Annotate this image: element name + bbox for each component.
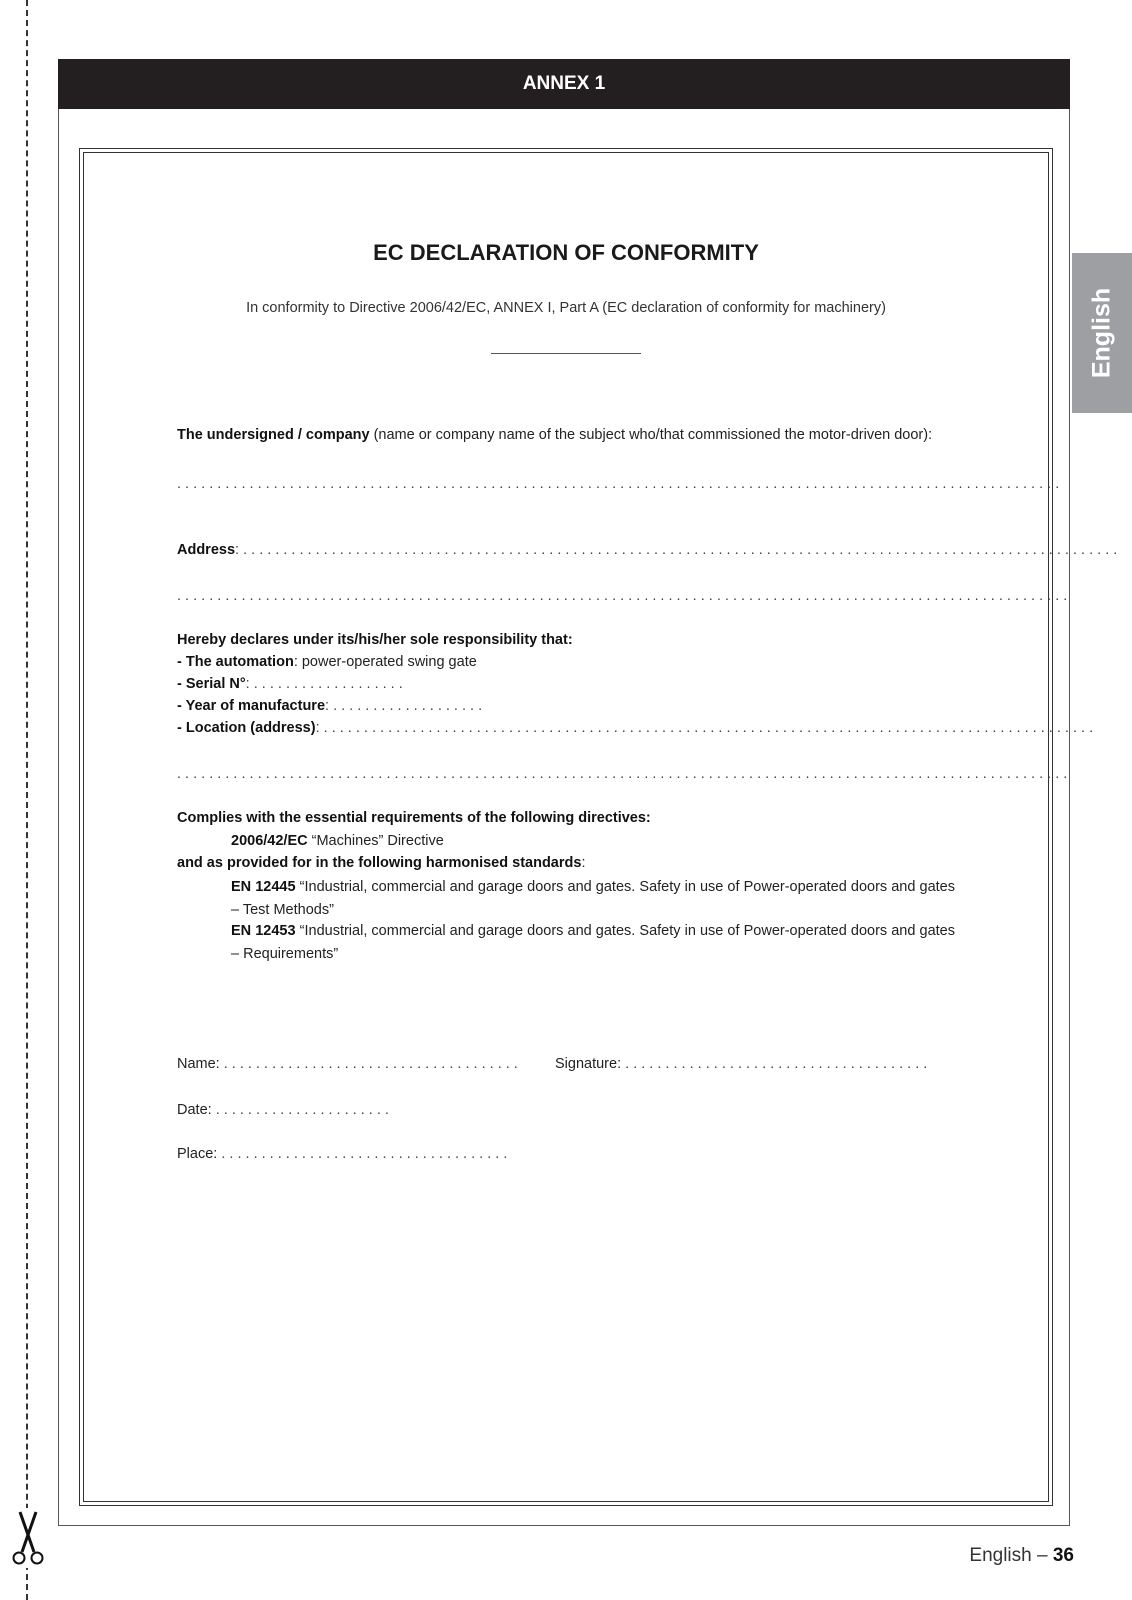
year-line: - Year of manufacture: . . . . . . . . . . . . . . . . . . . xyxy=(177,698,483,714)
name-line: Name: . . . . . . . . . . . . . . . . . . . . . . . . . . . . . . . . . . . . . xyxy=(177,1056,518,1072)
language-tab xyxy=(1072,253,1132,413)
undersigned-hint: (name or company name of the subject who/that commissioned the motor-driven door): xyxy=(369,427,933,443)
declares-heading xyxy=(177,630,955,650)
cut-line xyxy=(26,0,28,1600)
standard-item xyxy=(231,876,955,922)
standard-item xyxy=(231,920,955,966)
place-label: Place: xyxy=(177,1146,218,1162)
year-label: - Year of manufacture xyxy=(177,698,326,714)
complies-heading-text: Complies with the essential requirements of the following directives: xyxy=(177,810,651,826)
undersigned-fill-line: . . . . . . . . . . . . . . . . . . . . . . . . . . . . . . . . . . . . . . . . . . . . . . . . . . . . . . . . . . . . . . . . . . . . . . . . . . . . . . . . . . . . . . . . . . . . . . . . . . . . . . . . . . . . . . xyxy=(177,476,1060,492)
automation-label: - The automation xyxy=(177,654,294,670)
language-tab-label: English xyxy=(1087,287,1116,379)
automation-line xyxy=(177,652,955,672)
date-label: Date: xyxy=(177,1102,212,1118)
undersigned-label: The undersigned / company xyxy=(177,427,370,443)
directive-code: 2006/42/EC xyxy=(231,833,308,849)
name-label: Name: xyxy=(177,1056,220,1072)
standard-code: EN 12453 xyxy=(231,923,296,939)
standard-code: EN 12445 xyxy=(231,879,296,895)
date-line: Date: . . . . . . . . . . . . . . . . . . . . . . xyxy=(177,1102,389,1118)
address-fill-line: . . . . . . . . . . . . . . . . . . . . . . . . . . . . . . . . . . . . . . . . . . . . . . . . . . . . . . . . . . . . . . . . . . . . . . . . . . . . . . . . . . . . . . . . . . . . . . . . . . . . . . . . . . . . . . . xyxy=(177,588,1068,604)
footer-language: English – xyxy=(969,1545,1048,1566)
declares-heading-text: Hereby declares under its/his/her sole responsibility that: xyxy=(177,632,573,648)
place-line: Place: . . . . . . . . . . . . . . . . . . . . . . . . . . . . . . . . . . . . xyxy=(177,1146,508,1162)
standards-heading: and as provided for in the following harmonised standards: xyxy=(177,855,586,871)
serial-line: - Serial N°: . . . . . . . . . . . . . . . . . . . xyxy=(177,676,403,692)
declaration-title: EC DECLARATION OF CONFORMITY xyxy=(373,240,759,265)
standards-heading-text: and as provided for in the following harmonised standards xyxy=(177,855,582,871)
signature-line: Signature: . . . . . . . . . . . . . . . . . . . . . . . . . . . . . . . . . . . . . . xyxy=(555,1056,928,1072)
scissors-icon xyxy=(8,1508,48,1568)
undersigned-line xyxy=(177,425,955,445)
annex-header: ANNEX 1 xyxy=(58,59,1070,109)
location-fill-line: . . . . . . . . . . . . . . . . . . . . . . . . . . . . . . . . . . . . . . . . . . . . . . . . . . . . . . . . . . . . . . . . . . . . . . . . . . . . . . . . . . . . . . . . . . . . . . . . . . . . . . . . . . . . . . . xyxy=(177,766,1068,782)
standard-text: “Industrial, commercial and garage doors and gates. Safety in use of Power-operated doors and gates – Test Methods” xyxy=(231,879,955,918)
directive-name: “Machines” Directive xyxy=(307,833,444,849)
automation-value: : power-operated swing gate xyxy=(293,654,477,670)
title-divider xyxy=(491,353,641,354)
standard-text: “Industrial, commercial and garage doors and gates. Safety in use of Power-operated doors and gates – Requirements” xyxy=(231,923,955,962)
directive-line xyxy=(231,830,955,853)
declaration-subtitle: In conformity to Directive 2006/42/EC, ANNEX I, Part A (EC declaration of conformity for machinery) xyxy=(246,300,886,316)
address-line: Address: . . . . . . . . . . . . . . . . . . . . . . . . . . . . . . . . . . . . . . . . . . . . . . . . . . . . . . . . . . . . . . . . . . . . . . . . . . . . . . . . . . . . . . . . . . . . . . . . . . . . . . . . . . . . . xyxy=(177,542,1118,558)
page-footer xyxy=(969,1545,1074,1567)
signature-label: Signature: xyxy=(555,1056,622,1072)
location-line: - Location (address): . . . . . . . . . . . . . . . . . . . . . . . . . . . . . . . . . . . . . . . . . . . . . . . . . . . . . . . . . . . . . . . . . . . . . . . . . . . . . . . . . . . . . . . . . . . . . . . . xyxy=(177,720,1094,736)
location-label: - Location (address) xyxy=(177,720,316,736)
address-label: Address xyxy=(177,542,236,558)
page-number: 36 xyxy=(1052,1545,1074,1566)
serial-label: - Serial N° xyxy=(177,676,246,692)
complies-heading xyxy=(177,808,955,828)
